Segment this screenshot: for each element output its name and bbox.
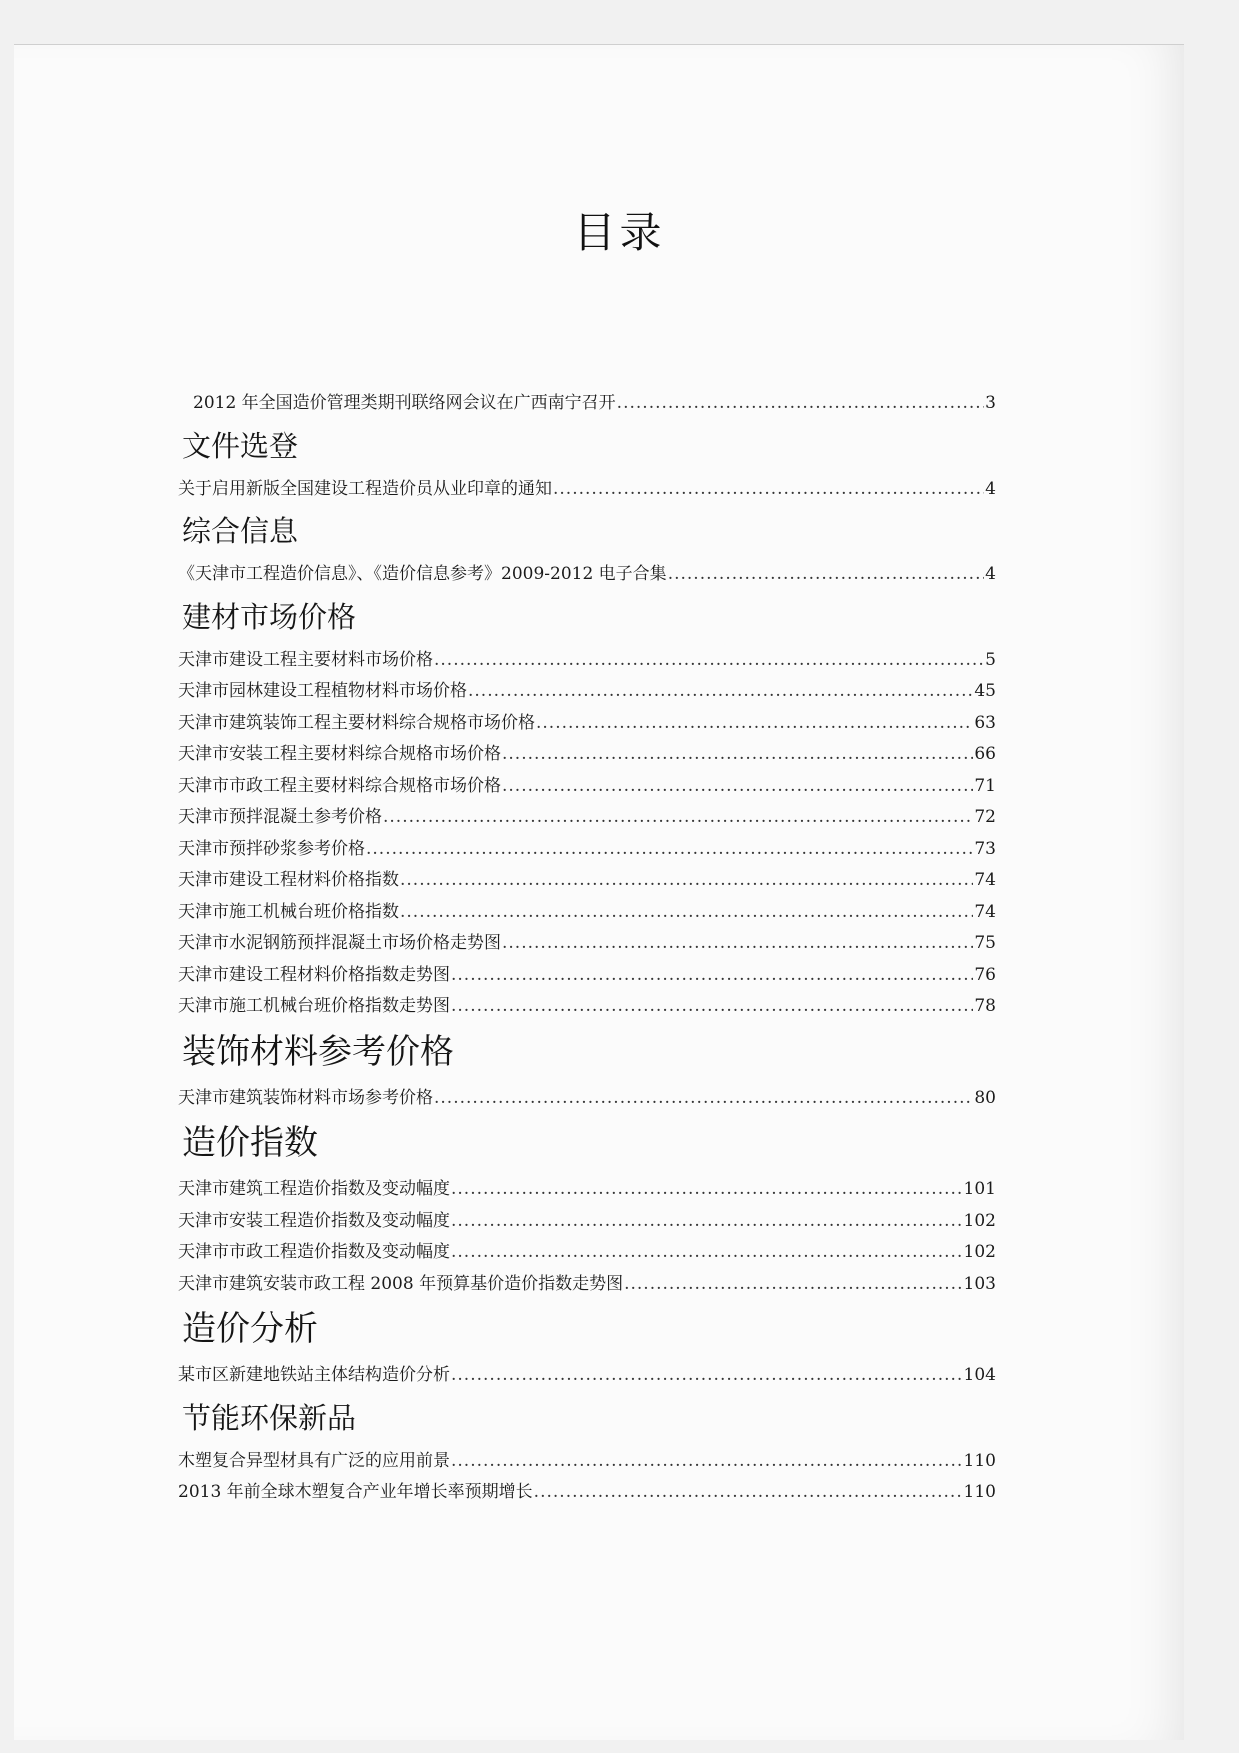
toc-entry-label: 天津市建设工程材料价格指数 [178, 870, 399, 890]
toc-entry[interactable] [178, 474, 996, 506]
toc-entry-page: 74 [974, 870, 996, 890]
dot-leader [451, 960, 973, 992]
toc-entry-label: 天津市预拌砂浆参考价格 [178, 838, 365, 859]
toc-entry-label: 天津市施工机械台班价格指数走势图 [178, 996, 450, 1016]
toc-entry-page: 102 [963, 1242, 996, 1262]
toc-entry-label: 天津市建设工程主要材料市场价格 [178, 649, 433, 670]
toc-entry[interactable] [178, 928, 996, 960]
dot-leader [502, 928, 973, 960]
toc-entry-page: 73 [974, 838, 996, 859]
dot-leader [617, 388, 985, 420]
toc-entry-page: 80 [974, 1087, 996, 1108]
dot-leader [502, 739, 973, 771]
dot-leader [668, 559, 984, 591]
dot-leader [536, 708, 973, 740]
toc-entry[interactable] [178, 1446, 996, 1478]
dot-leader [451, 1446, 963, 1478]
toc-entry[interactable] [178, 1237, 996, 1269]
toc-entry[interactable] [178, 676, 996, 708]
toc-entry-page: 45 [974, 681, 996, 701]
toc-entry-page: 102 [963, 1210, 996, 1231]
toc-entry-page: 110 [963, 1450, 996, 1471]
dot-leader [366, 834, 973, 866]
toc-entry-label: 《天津市工程造价信息》、《造价信息参考》2009-2012 电子合集 [178, 564, 667, 584]
toc-entry-label: 天津市安装工程造价指数及变动幅度 [178, 1210, 450, 1231]
dot-leader [451, 1206, 963, 1238]
toc-entry-label: 天津市建筑装饰工程主要材料综合规格市场价格 [178, 712, 535, 733]
toc-entry-label: 2012 年全国造价管理类期刊联络网会议在广西南宁召开 [193, 393, 616, 413]
toc-entry-page: 5 [985, 649, 996, 670]
toc-entry-label: 天津市园林建设工程植物材料市场价格 [178, 681, 467, 701]
toc-entry[interactable] [178, 645, 996, 677]
toc-entry-page: 74 [974, 901, 996, 922]
toc-entry[interactable] [178, 708, 996, 740]
toc-entry[interactable] [178, 1269, 996, 1301]
toc-entry[interactable] [178, 991, 996, 1023]
dot-leader [434, 645, 984, 677]
toc-entry[interactable] [178, 802, 996, 834]
page-title: 目录 [573, 208, 666, 257]
toc-entry-page: 104 [963, 1365, 996, 1385]
dot-leader [434, 1083, 973, 1115]
toc-entry-page: 110 [963, 1482, 996, 1502]
section-heading-decoration-prices: 装饰材料参考价格 [182, 1031, 454, 1072]
toc-entry-page: 4 [985, 478, 996, 499]
toc-entry-page: 4 [985, 564, 996, 584]
toc-entry-label: 2013 年前全球木塑复合产业年增长率预期增长 [178, 1482, 533, 1502]
toc-entry[interactable] [178, 865, 996, 897]
toc-entry[interactable] [178, 559, 996, 591]
dot-leader [451, 1237, 963, 1269]
toc-entry-page: 78 [974, 996, 996, 1016]
section-heading-eco-products: 节能环保新品 [182, 1400, 357, 1435]
toc-entry-label: 木塑复合异型材具有广泛的应用前景 [178, 1450, 450, 1471]
toc-entry[interactable] [178, 1360, 996, 1392]
toc-entry[interactable] [178, 834, 996, 866]
toc-entry-page: 66 [974, 744, 996, 764]
toc-entry-page: 3 [985, 393, 996, 413]
toc-entry[interactable] [178, 1477, 996, 1509]
toc-entry-page: 101 [963, 1179, 996, 1199]
toc-entry-page: 76 [974, 964, 996, 985]
section-heading-file-selection: 文件选登 [182, 428, 299, 463]
toc-entry-page: 72 [974, 807, 996, 827]
dot-leader [400, 897, 973, 929]
toc-entry[interactable] [178, 739, 996, 771]
dot-leader [400, 865, 973, 897]
toc-entry-label: 天津市预拌混凝土参考价格 [178, 807, 382, 827]
table-of-contents [178, 388, 996, 1509]
dot-leader [383, 802, 973, 834]
dot-leader [451, 1360, 963, 1392]
toc-entry-label: 天津市水泥钢筋预拌混凝土市场价格走势图 [178, 933, 501, 953]
toc-entry-label: 天津市安装工程主要材料综合规格市场价格 [178, 744, 501, 764]
toc-entry-page: 63 [974, 712, 996, 733]
toc-entry-label: 天津市建筑装饰材料市场参考价格 [178, 1087, 433, 1108]
section-heading-cost-index: 造价指数 [182, 1123, 318, 1163]
toc-entry-label: 天津市市政工程主要材料综合规格市场价格 [178, 775, 501, 796]
toc-entry-label: 天津市建设工程材料价格指数走势图 [178, 964, 450, 985]
section-heading-general-info: 综合信息 [182, 514, 299, 548]
dot-leader [624, 1269, 962, 1301]
dot-leader [451, 1174, 963, 1206]
toc-entry-page: 103 [963, 1273, 996, 1294]
dot-leader [468, 676, 973, 708]
toc-entry-label: 天津市市政工程造价指数及变动幅度 [178, 1242, 450, 1262]
toc-entry-label: 关于启用新版全国建设工程造价员从业印章的通知 [178, 478, 552, 499]
toc-entry[interactable] [178, 897, 996, 929]
dot-leader [553, 474, 984, 506]
toc-entry-label: 天津市建筑安装市政工程 2008 年预算基价造价指数走势图 [178, 1273, 624, 1294]
section-heading-material-prices: 建材市场价格 [182, 599, 357, 634]
toc-entry-page: 75 [974, 933, 996, 953]
toc-entry[interactable] [178, 771, 996, 803]
toc-entry[interactable] [178, 1174, 996, 1206]
toc-entry-label: 某市区新建地铁站主体结构造价分析 [178, 1365, 450, 1385]
toc-entry-label: 天津市施工机械台班价格指数 [178, 901, 399, 922]
toc-entry-page: 71 [974, 775, 996, 796]
toc-entry[interactable] [193, 388, 996, 420]
dot-leader [534, 1477, 963, 1509]
toc-entry-label: 天津市建筑工程造价指数及变动幅度 [178, 1179, 450, 1199]
section-heading-cost-analysis: 造价分析 [182, 1309, 318, 1349]
dot-leader [451, 991, 973, 1023]
dot-leader [502, 771, 973, 803]
toc-entry[interactable] [178, 1083, 996, 1115]
toc-entry[interactable] [178, 1206, 996, 1238]
toc-entry[interactable] [178, 960, 996, 992]
